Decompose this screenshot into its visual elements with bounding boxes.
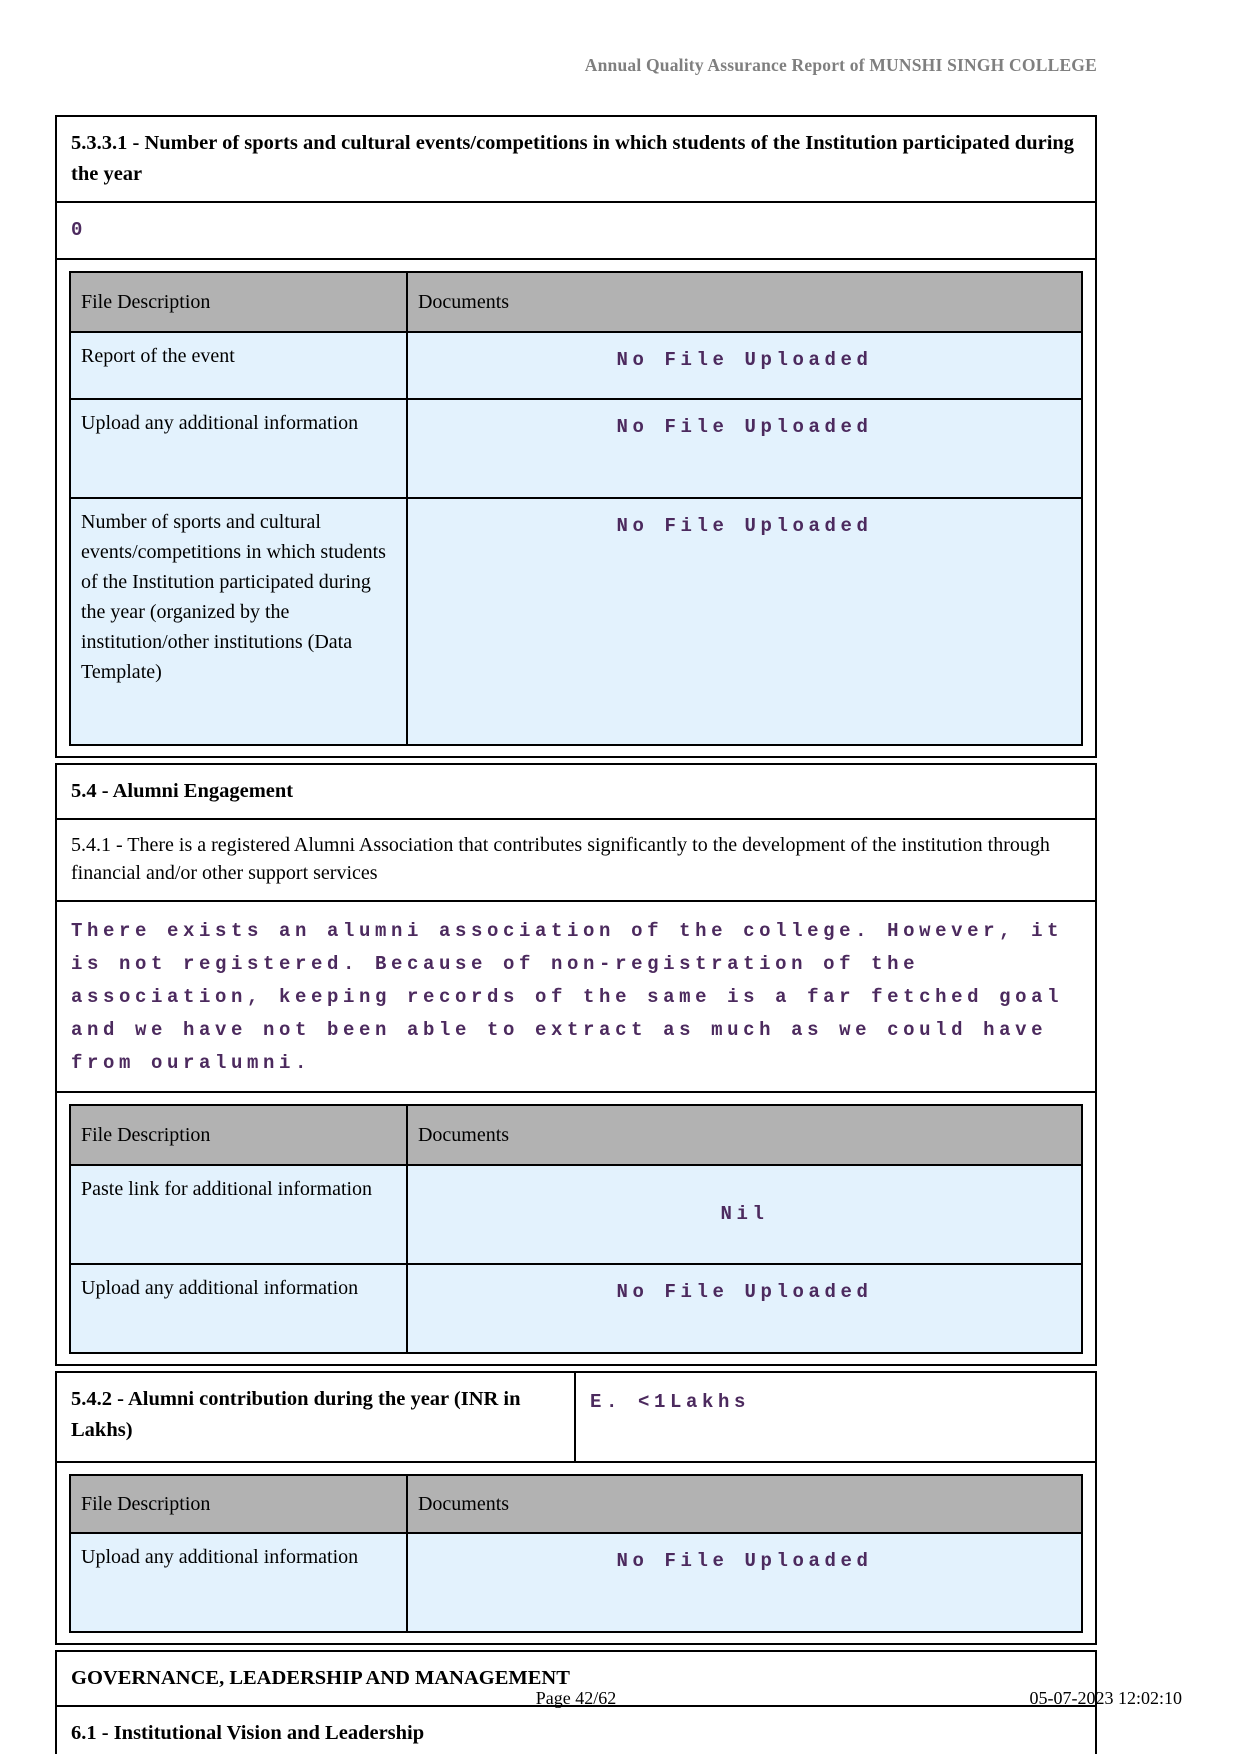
document-footer (0, 1688, 1241, 1718)
section-542-value-cell (576, 1373, 1095, 1461)
file-description-cell: Report of the event (70, 332, 407, 399)
table-2-container (55, 1091, 1097, 1366)
file-upload-table-3 (69, 1474, 1083, 1633)
table-row (70, 399, 1082, 498)
document-header-title: Annual Quality Assurance Report of MUNSHI SINGH COLLEGE (584, 55, 1097, 75)
section-5331-value-box (55, 201, 1097, 260)
table-row (70, 1533, 1082, 1632)
section-governance-title: GOVERNANCE, LEADERSHIP AND MANAGEMENT (71, 1667, 570, 1689)
section-542-title: 5.4.2 - Alumni contribution during the year (INR in Lakhs) (71, 1388, 521, 1441)
section-54-title: 5.4 - Alumni Engagement (71, 780, 294, 802)
footer-timestamp: 05-07-2023 12:02:10 (1029, 1688, 1182, 1708)
table-1-container (55, 258, 1097, 758)
table-row (70, 498, 1082, 745)
file-description-cell: Upload any additional information (70, 1533, 407, 1632)
document-status-cell (407, 332, 1082, 399)
file-upload-table-2 (69, 1104, 1083, 1354)
section-61-title: 6.1 - Institutional Vision and Leadership (71, 1722, 425, 1744)
document-status-cell (407, 399, 1082, 498)
table-row (70, 1165, 1082, 1264)
column-header-file-description: File Description (70, 272, 407, 332)
document-status-cell (407, 1165, 1082, 1264)
upload-status-text: No File Uploaded (616, 416, 873, 438)
document-status-cell (407, 1533, 1082, 1632)
section-54-title-box (55, 763, 1097, 820)
table-3-container (55, 1461, 1097, 1645)
upload-status-text: No File Uploaded (616, 1281, 873, 1303)
column-header-documents: Documents (407, 1105, 1082, 1165)
table-header-row (70, 1475, 1082, 1533)
section-541-answer: There exists an alumni association of the college. However, it is not registered. Because of non-registration of the association, keeping records of the same is a far fetched goal and we have not been able to extract as much as we could have from ouralumni. (71, 920, 1064, 1074)
column-header-file-description: File Description (70, 1475, 407, 1533)
section-542-title-cell (57, 1373, 576, 1461)
file-description-cell: Upload any additional information (70, 1264, 407, 1353)
table-row (70, 1264, 1082, 1353)
file-description-cell: Paste link for additional information (70, 1165, 407, 1264)
file-description-cell: Number of sports and cultural events/competitions in which students of the Institution participated during the year (organized by the institution/other institutions (Data Template) (70, 498, 407, 745)
upload-status-text: No File Uploaded (616, 515, 873, 537)
column-header-documents: Documents (407, 272, 1082, 332)
section-5331-title-box (55, 115, 1097, 203)
file-upload-table-1 (69, 271, 1083, 746)
section-542-row (55, 1371, 1097, 1463)
document-status-cell (407, 1264, 1082, 1353)
page-number: Page 42/62 (535, 1688, 617, 1708)
file-description-cell: Upload any additional information (70, 399, 407, 498)
report-content (55, 117, 1097, 1754)
section-5331-value: 0 (71, 219, 88, 241)
column-header-file-description: File Description (70, 1105, 407, 1165)
section-5331-title: 5.3.3.1 - Number of sports and cultural events/competitions in which students of the Institution participated during the year (71, 132, 1075, 185)
section-541-answer-box (55, 900, 1097, 1093)
column-header-documents: Documents (407, 1475, 1082, 1533)
section-541-title-box (55, 818, 1097, 902)
table-header-row (70, 272, 1082, 332)
document-status-cell (407, 498, 1082, 745)
section-541-title: 5.4.1 - There is a registered Alumni Association that contributes significantly to the development of the institution through financial and/or other support services (71, 834, 1050, 884)
upload-status-text: No File Uploaded (616, 349, 873, 371)
table-header-row (70, 1105, 1082, 1165)
table-row (70, 332, 1082, 399)
section-542-value: E. <1Lakhs (590, 1391, 751, 1413)
link-status-text: Nil (720, 1203, 769, 1225)
upload-status-text: No File Uploaded (616, 1550, 873, 1572)
